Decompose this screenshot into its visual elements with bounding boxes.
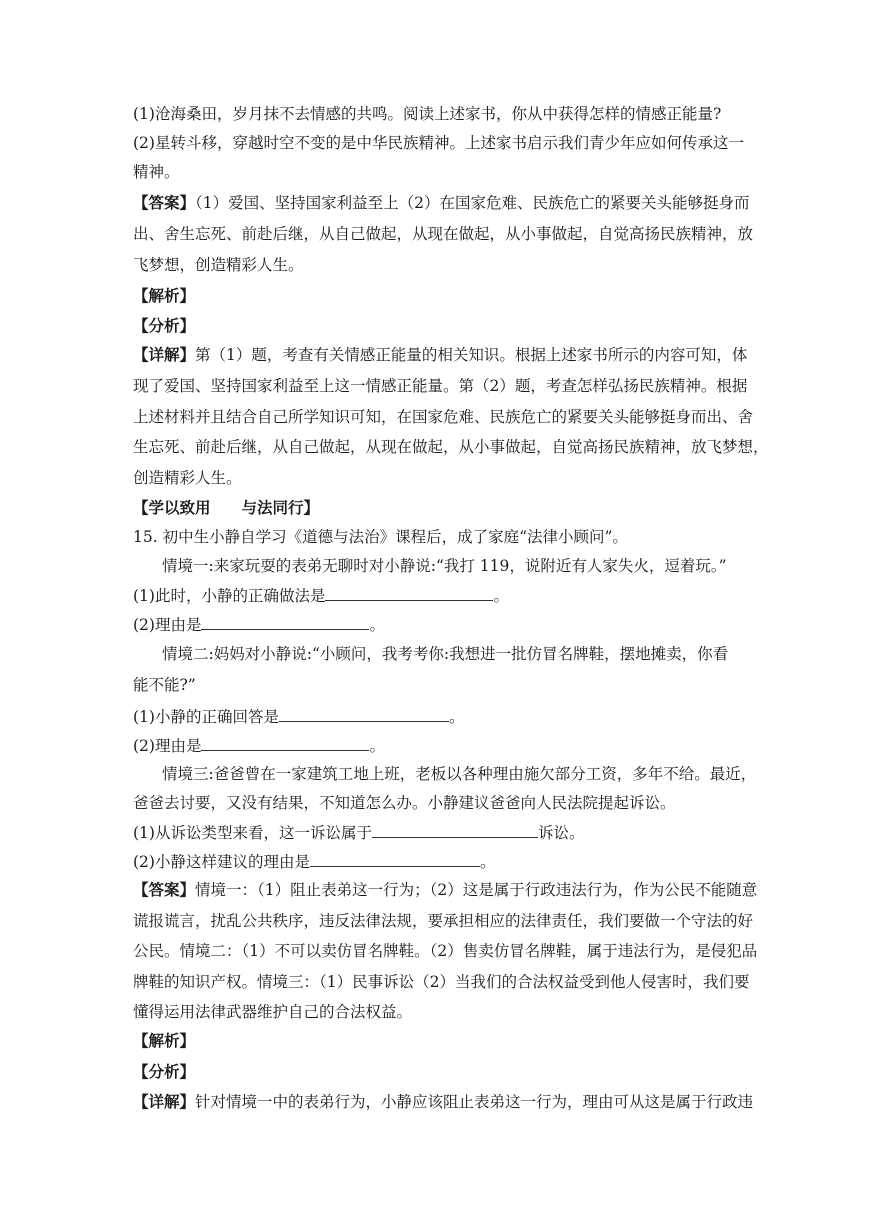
q15-scenario-2-line1: 情境二:妈妈对小静说:“小顾问，我考考你:我想进一批仿冒名牌鞋，摆地摊卖，你看 <box>162 645 729 663</box>
q15-fenxi-label: 【分析】 <box>133 1062 196 1081</box>
q15-scenario-3-line2: 爸爸去讨要，又没有结果，不知道怎么办。小静建议爸爸向人民法院提起诉讼。 <box>133 794 676 812</box>
q14-subquestion-1: (1)沧海桑田，岁月抹不去情感的共鸣。阅读上述家书，你从中获得怎样的情感正能量? <box>133 105 722 123</box>
q15-answer-line5: 懂得运用法律武器维护自己的合法权益。 <box>133 1003 413 1021</box>
q15-detail-line1: 【详解】针对情境一中的表弟行为，小静应该阻止表弟这一行为，理由可从这是属于行政违 <box>133 1092 754 1111</box>
q14-detail-line5: 创造精彩人生。 <box>133 469 242 487</box>
q14-subquestion-2-line2: 精神。 <box>133 163 180 181</box>
q15-scenario-3-line1: 情境三:爸爸曾在一家建筑工地上班，老板以各种理由施欠部分工资，多年不给。最近， <box>162 765 757 783</box>
answer-label: 【答案】 <box>133 193 196 212</box>
q14-detail-line4: 生忘死、前赴后继，从自己做起，从现在做起，从小事做起，自觉高扬民族精神，放飞梦想， <box>133 438 769 456</box>
q15-s1-q1: (1)此时，小静的正确做法是 。 <box>133 587 509 605</box>
q14-fenxi-label: 【分析】 <box>133 316 196 335</box>
answer-blank <box>325 585 493 601</box>
section-heading: 【学以致用 与法同行】 <box>133 498 320 517</box>
answer-blank <box>201 735 369 751</box>
q15-answer-line1: 【答案】情境一：（1）阻止表弟这一行为；（2）这是属于行政违法行为，作为公民不能随意 <box>133 880 758 899</box>
q14-subquestion-2-line1: (2)星转斗移，穿越时空不变的是中华民族精神。上述家书启示我们青少年应如何传承这一 <box>133 134 744 152</box>
q14-answer-line3: 飞梦想，创造精彩人生。 <box>133 256 304 274</box>
q15-answer-line3: 公民。情境二：（1）不可以卖仿冒名牌鞋。（2）售卖仿冒名牌鞋，属于违法行为，是侵犯品 <box>133 942 758 960</box>
q15-s2-q1: (1)小静的正确回答是 。 <box>133 708 465 726</box>
q14-answer-line2: 出、舍生忘死、前赴后继，从自己做起，从现在做起，从小事做起，自觉高扬民族精神，放 <box>133 225 754 243</box>
answer-blank <box>372 822 538 838</box>
q15-scenario-1: 情境一:来家玩耍的表弟无聊时对小静说:“我打 119，说附近有人家失火，逗着玩。” <box>162 557 727 575</box>
q15-answer-line4: 牌鞋的知识产权。情境三：（1）民事诉讼（2）当我们的合法权益受到他人侵害时，我们要 <box>133 973 750 991</box>
answer-label: 【答案】 <box>133 880 196 899</box>
answer-blank <box>279 706 449 722</box>
q14-answer-line1: 【答案】（1）爱国、坚持国家利益至上（2）在国家危难、民族危亡的紧要关头能够挺身而 <box>133 193 750 212</box>
q15-answer-line2: 谎报谎言，扰乱公共秩序，违反法律法规，要承担相应的法律责任，我们要做一个守法的好 <box>133 912 754 930</box>
q15-s3-q2: (2)小静这样建议的理由是 。 <box>133 853 496 871</box>
q15-s1-q2: (2)理由是 。 <box>133 616 385 634</box>
q14-analysis-label: 【解析】 <box>133 286 196 305</box>
q15-scenario-2-line2: 能不能?” <box>133 676 196 694</box>
answer-blank <box>310 851 480 867</box>
q15-analysis-label: 【解析】 <box>133 1031 196 1050</box>
q15-s3-q1: (1)从诉讼类型来看，这一诉讼属于 诉讼。 <box>133 824 585 842</box>
q15-stem: 15. 初中生小静自学习《道德与法治》课程后，成了家庭“法律小顾问”。 <box>133 528 628 546</box>
detail-label: 【详解】 <box>133 345 196 364</box>
detail-label: 【详解】 <box>133 1092 196 1111</box>
q14-detail-line3: 上述材料并且结合自己所学知识可知，在国家危难、民族危亡的紧要关头能够挺身而出、舍 <box>133 408 754 426</box>
q14-detail-line1: 【详解】第（1）题，考查有关情感正能量的相关知识。根据上述家书所示的内容可知，体 <box>133 345 748 364</box>
q14-detail-line2: 现了爱国、坚持国家利益至上这一情感正能量。第（2）题，考查怎样弘扬民族精神。根据 <box>133 377 748 395</box>
answer-blank <box>201 614 369 630</box>
q15-s2-q2: (2)理由是 。 <box>133 737 385 755</box>
